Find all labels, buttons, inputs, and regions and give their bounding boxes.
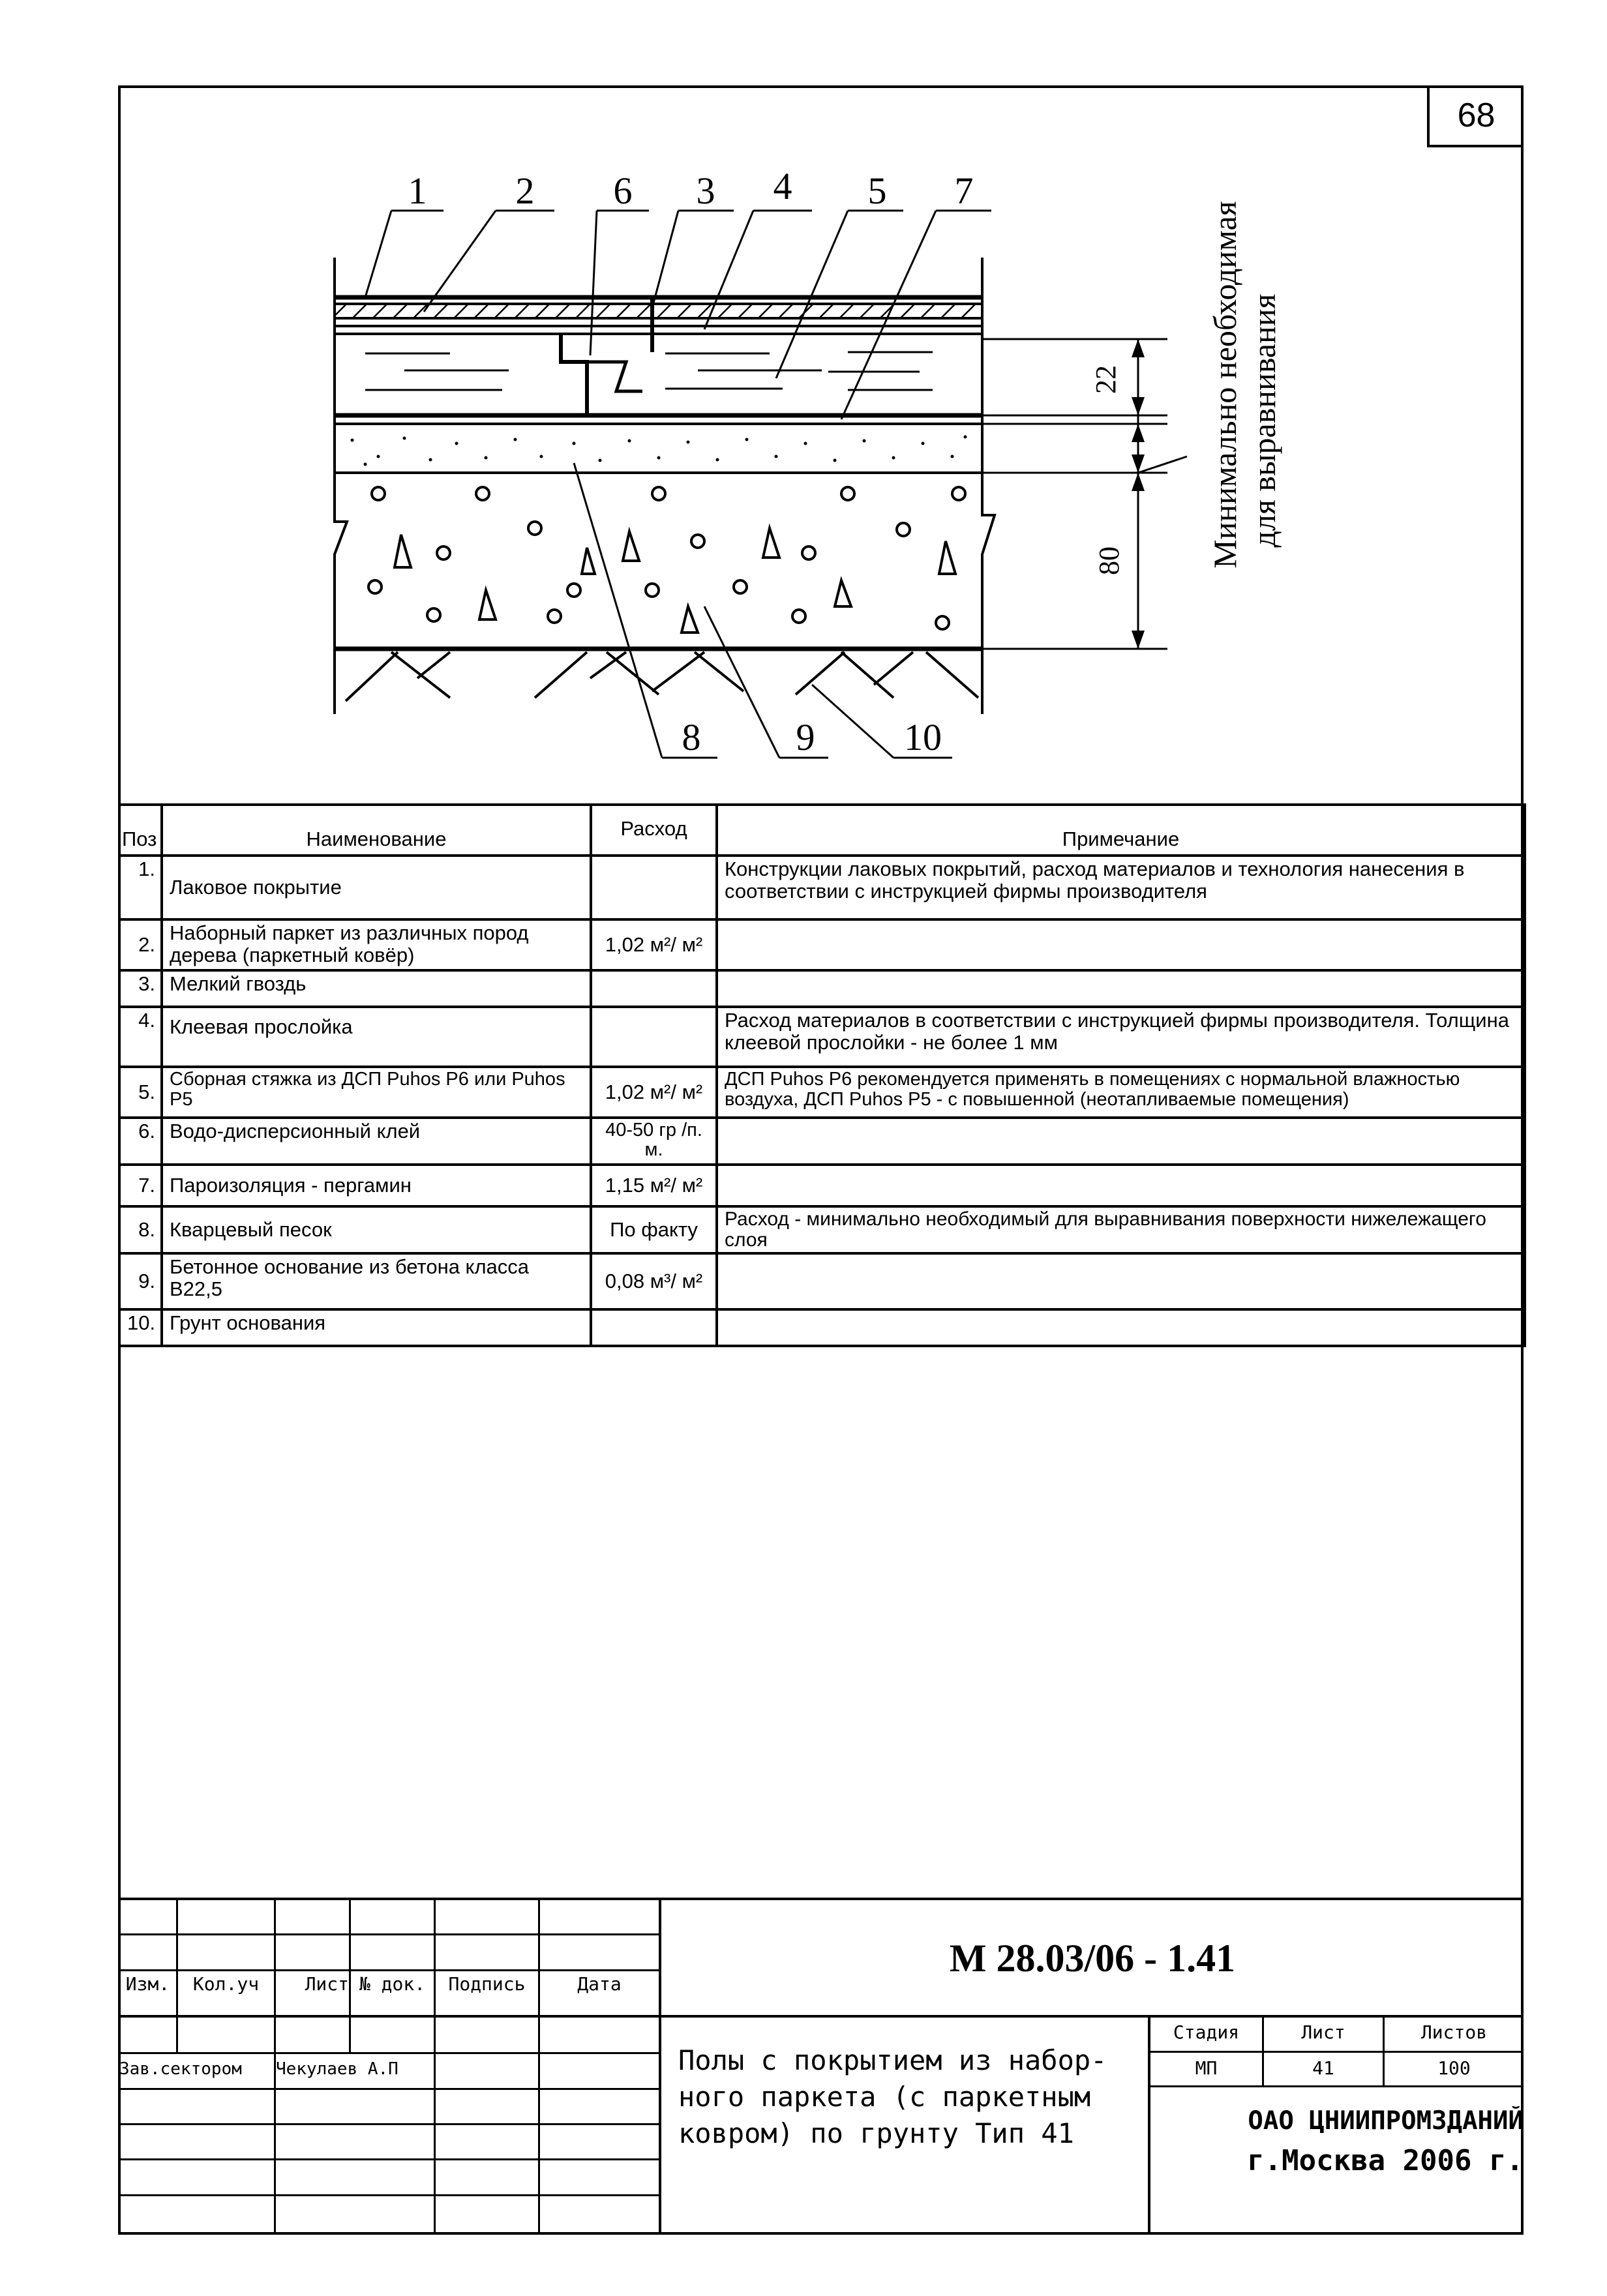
row-name: Бетонное основание из бетона класса В22,5 bbox=[162, 1253, 591, 1309]
row-name: Водо-дисперсионный клей bbox=[162, 1118, 591, 1165]
drawing-title bbox=[678, 2042, 1107, 2152]
row-pos: 2. bbox=[119, 919, 162, 970]
row-pos: 3. bbox=[119, 970, 162, 1007]
title-line-3: ковром) по грунту Тип 41 bbox=[678, 2117, 1074, 2149]
row-name: Пароизоляция - пергамин bbox=[162, 1165, 591, 1206]
row-pos: 8. bbox=[119, 1206, 162, 1253]
row-note bbox=[717, 1309, 1525, 1346]
row-consumption: По факту bbox=[591, 1206, 717, 1253]
callout-4: 4 bbox=[773, 165, 792, 207]
row-pos: 1. bbox=[119, 856, 162, 919]
row-consumption: 1,02 м²/ м² bbox=[591, 919, 717, 970]
callout-6: 6 bbox=[613, 170, 633, 212]
row-name: Наборный паркет из различных пород дерева (паркетный ковёр) bbox=[162, 919, 591, 970]
col-list: Лист bbox=[305, 1973, 349, 1995]
row-note: Конструкции лаковых покрытий, расход материалов и технология нанесения в соответствии с инструкцией фирмы производителя bbox=[717, 856, 1525, 919]
row-note bbox=[717, 919, 1525, 970]
row-note bbox=[717, 970, 1525, 1007]
table-row bbox=[119, 1118, 1525, 1165]
callout-8: 8 bbox=[682, 716, 701, 758]
specification-table bbox=[118, 803, 1526, 1347]
row-consumption bbox=[591, 1007, 717, 1067]
header-name: Наименование bbox=[162, 805, 591, 856]
col-kol: Кол.уч bbox=[192, 1973, 260, 1995]
callout-5: 5 bbox=[867, 170, 887, 212]
row-pos: 10. bbox=[119, 1309, 162, 1346]
row-consumption: 1,15 м²/ м² bbox=[591, 1165, 717, 1206]
table-row bbox=[119, 1067, 1525, 1118]
table-row bbox=[119, 1165, 1525, 1206]
title-line-2: ного паркета (с паркетным bbox=[678, 2081, 1091, 2113]
row-note bbox=[717, 1165, 1525, 1206]
row-consumption: 1,02 м²/ м² bbox=[591, 1067, 717, 1118]
sheets-value: 100 bbox=[1437, 2057, 1471, 2079]
table-row bbox=[119, 970, 1525, 1007]
header-note: Примечание bbox=[717, 805, 1525, 856]
dimension-80: 80 bbox=[1093, 546, 1125, 575]
row-note: Расход - минимально необходимый для выравнивания поверхности нижележащего слоя bbox=[717, 1206, 1525, 1253]
table-row bbox=[119, 919, 1525, 970]
row-name: Мелкий гвоздь bbox=[162, 970, 591, 1007]
row-consumption bbox=[591, 970, 717, 1007]
page-number: 68 bbox=[1427, 85, 1523, 147]
row-name: Кварцевый песок bbox=[162, 1206, 591, 1253]
row-note: ДСП Puhos P6 рекомендуется применять в помещениях с нормальной влажностью воздуха, ДСП Puhos P5 - с повышенной (неотапливаемые помещения) bbox=[717, 1067, 1525, 1118]
title-line-1: Полы с покрытием из набор- bbox=[678, 2044, 1107, 2076]
row-pos: 9. bbox=[119, 1253, 162, 1309]
row-consumption: 0,08 м³/ м² bbox=[591, 1253, 717, 1309]
row-consumption bbox=[591, 1309, 717, 1346]
row-note: Расход материалов в соответствии с инструкцией фирмы производителя. Толщина клеевой прослойки - не более 1 мм bbox=[717, 1007, 1525, 1067]
row-note bbox=[717, 1253, 1525, 1309]
row-consumption: 40-50 гр /п. м. bbox=[591, 1118, 717, 1165]
table-row bbox=[119, 856, 1525, 919]
col-izm: Изм. bbox=[125, 1973, 170, 1995]
sheets-label: Листов bbox=[1420, 2021, 1488, 2043]
callout-labels bbox=[408, 165, 974, 758]
col-data: Дата bbox=[577, 1973, 622, 1995]
organization-city-year: г.Москва 2006 г. bbox=[1247, 2144, 1524, 2177]
stage-label: Стадия bbox=[1173, 2021, 1240, 2043]
row-consumption bbox=[591, 856, 717, 919]
header-pos: Поз bbox=[119, 805, 162, 856]
row-name: Сборная стяжка из ДСП Puhos P6 или Puhos P5 bbox=[162, 1067, 591, 1118]
row-name: Лаковое покрытие bbox=[162, 856, 591, 919]
floor-section-drawing bbox=[0, 0, 1607, 809]
col-podpis: Подпись bbox=[448, 1973, 526, 1995]
callout-7: 7 bbox=[954, 170, 974, 212]
dimension-22: 22 bbox=[1090, 365, 1122, 394]
callout-1: 1 bbox=[408, 170, 427, 212]
table-row bbox=[119, 1007, 1525, 1067]
person-name: Чекулаев А.П bbox=[276, 2059, 398, 2079]
header-consumption: Расход bbox=[591, 805, 717, 856]
sheet-label: Лист bbox=[1301, 2021, 1345, 2043]
row-pos: 6. bbox=[119, 1118, 162, 1165]
callout-10: 10 bbox=[904, 716, 942, 758]
stage-value: МП bbox=[1195, 2057, 1218, 2079]
callout-3: 3 bbox=[696, 170, 715, 212]
row-pos: 5. bbox=[119, 1067, 162, 1118]
organization-name: ОАО ЦНИИПРОМЗДАНИЙ bbox=[1248, 2106, 1524, 2136]
row-pos: 7. bbox=[119, 1165, 162, 1206]
table-header-row bbox=[119, 805, 1525, 856]
col-ndok: № док. bbox=[359, 1973, 426, 1995]
side-note-line1: Минимально необходимая bbox=[1207, 201, 1243, 569]
row-pos: 4. bbox=[119, 1007, 162, 1067]
row-name: Клеевая прослойка bbox=[162, 1007, 591, 1067]
row-note bbox=[717, 1118, 1525, 1165]
role-label: Зав.сектором bbox=[119, 2059, 242, 2079]
table-row bbox=[119, 1253, 1525, 1309]
table-row bbox=[119, 1309, 1525, 1346]
sheet-value: 41 bbox=[1312, 2057, 1334, 2079]
document-code: М 28.03/06 - 1.41 bbox=[949, 1936, 1236, 1980]
row-name: Грунт основания bbox=[162, 1309, 591, 1346]
callout-9: 9 bbox=[796, 716, 815, 758]
side-note-line2: для выравнивания bbox=[1246, 293, 1282, 548]
table-row bbox=[119, 1206, 1525, 1253]
callout-2: 2 bbox=[515, 170, 535, 212]
